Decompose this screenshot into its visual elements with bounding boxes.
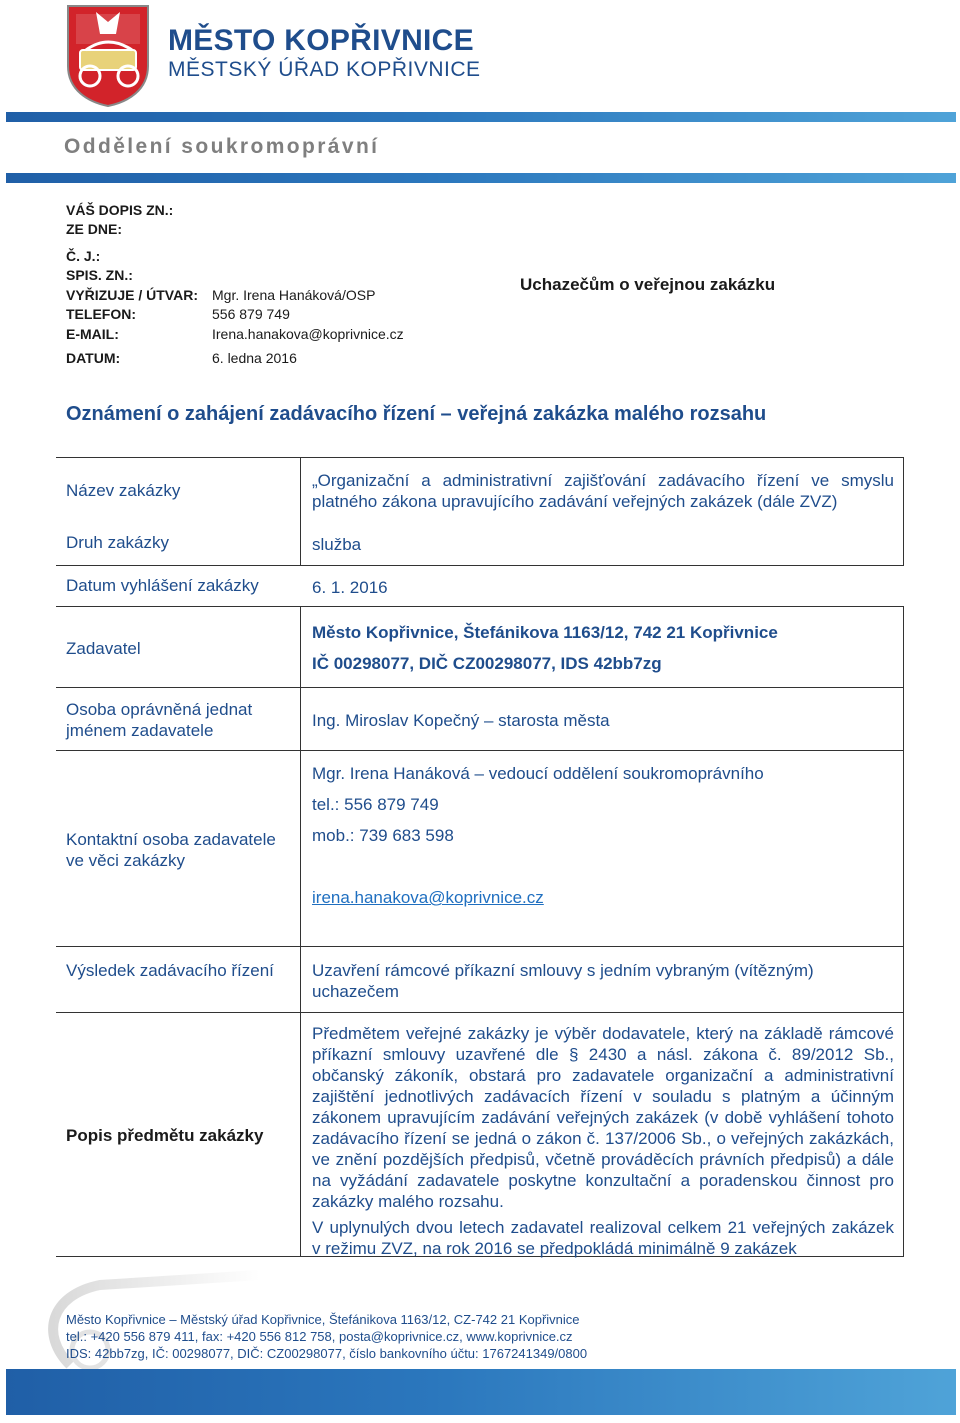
label-contract-type: Druh zakázky (66, 533, 169, 552)
meta-value-email: Irena.hanakova@koprivnice.cz (212, 326, 404, 342)
value-contracting-ids: IČ 00298077, DIČ CZ00298077, IDS 42bb7zg (312, 654, 662, 673)
table-col-divider-2 (300, 606, 301, 946)
table-row-divider-1 (56, 565, 904, 566)
table-row-divider-6 (56, 1012, 904, 1013)
table-row-divider-5 (56, 946, 904, 947)
label-subject-description: Popis předmětu zakázky (66, 1126, 264, 1145)
department-divider-bar (6, 173, 956, 183)
meta-label-dated: ZE DNE: (66, 221, 122, 237)
meta-value-date: 6. ledna 2016 (212, 350, 297, 366)
value-contract-name: „Organizační a administrativní zajišťování zadávacího řízení ve smyslu platného zákona upravujícího zadávání veřejných zakázek (dále ZVZ) (312, 471, 894, 511)
label-contract-name: Název zakázky (66, 481, 181, 500)
table-border-right-1 (903, 457, 904, 565)
value-subject-description-1: Předmětem veřejné zakázky je výběr dodavatele, který na základě rámcové příkazní smlouvy uzavřené dle § 2430 a násl. zákona č. 89/2012 Sb., občanský zákoník, obstará pro zadavatele organizační a administrativní zajištění jednotlivých zadávacích řízení v souladu s platným a účinným zákonem upravujícím zadávání veřejných zakázek (v době vyhlášení tohoto zadávacího řízení se jedná o zákon č. 137/2006 Sb., o veřejných zakázkách, ve znění pozdějších předpisů, včetně prováděcích právních předpisů) a dále na vyžádání zadavatele poskytne konzultační a poradenskou činnost pro zakázky malého rozsahu. (312, 1024, 894, 1211)
table-border-top (56, 457, 904, 458)
value-authorized-person: Ing. Miroslav Kopečný – starosta města (312, 711, 610, 730)
addressee: Uchazečům o veřejnou zakázku (520, 275, 776, 294)
office-name: MĚSTSKÝ ÚŘAD KOPŘIVNICE (168, 58, 481, 81)
meta-label-phone: TELEFON: (66, 306, 136, 322)
label-contracting-authority: Zadavatel (66, 639, 141, 658)
contact-email-link[interactable]: irena.hanakova@koprivnice.cz (312, 888, 544, 907)
city-name: MĚSTO KOPŘIVNICE (168, 24, 474, 57)
value-subject-description-2: V uplynulých dvou letech zadavatel realizoval celkem 21 veřejných zakázek v režimu ZVZ, na rok 2016 se předpokládá minimálně 9 zakázek (312, 1218, 894, 1258)
footer-address: Město Kopřivnice – Městský úřad Kopřivnice, Štefánikova 1163/12, CZ-742 21 Kopřivnice (66, 1312, 580, 1327)
notice-title: Oznámení o zahájení zadávacího řízení – veřejná zakázka malého rozsahu (66, 403, 767, 425)
table-row-divider-2 (56, 606, 904, 607)
table-row-divider-3 (56, 687, 904, 688)
table-col-divider-3 (300, 946, 301, 1256)
department-title: Oddělení soukromoprávní (64, 135, 380, 158)
value-contact-phone: tel.: 556 879 749 (312, 795, 439, 814)
value-procedure-result: Uzavření rámcové příkazní smlouvy s jedním vybraným (vítězným) uchazečem (312, 961, 814, 1001)
city-crest-icon (66, 4, 150, 108)
meta-label-your-letter: VÁŠ DOPIS ZN.: (66, 202, 174, 218)
label-contact-person: Kontaktní osoba zadavatele ve věci zakázky (66, 830, 276, 870)
label-announcement-date: Datum vyhlášení zakázky (66, 576, 259, 595)
meta-label-email: E-MAIL: (66, 326, 119, 342)
table-border-right-3 (903, 946, 904, 1256)
value-contracting-address: Město Kopřivnice, Štefánikova 1163/12, 742 21 Kopřivnice (312, 623, 778, 642)
meta-label-date: DATUM: (66, 350, 121, 366)
meta-label-file-no: SPIS. ZN.: (66, 267, 133, 283)
footer-bar (6, 1369, 956, 1415)
meta-value-handled-by: Mgr. Irena Hanáková/OSP (212, 287, 376, 303)
meta-label-handled-by: VYŘIZUJE / ÚTVAR: (66, 287, 198, 303)
label-authorized-person: Osoba oprávněná jednat jménem zadavatele (66, 700, 253, 740)
table-row-divider-4 (56, 750, 904, 751)
header-divider-bar (6, 112, 956, 122)
value-contact-name: Mgr. Irena Hanáková – vedoucí oddělení soukromoprávního (312, 764, 764, 783)
value-contact-mobile: mob.: 739 683 598 (312, 826, 454, 845)
meta-label-ref-no: Č. J.: (66, 248, 101, 264)
value-announcement-date: 6. 1. 2016 (312, 578, 388, 597)
label-procedure-result: Výsledek zadávacího řízení (66, 961, 274, 980)
value-contract-type: služba (312, 535, 362, 554)
footer-contacts: tel.: +420 556 879 411, fax: +420 556 812 758, posta@koprivnice.cz, www.koprivnice.cz (66, 1329, 573, 1344)
table-col-divider-1 (300, 457, 301, 565)
meta-value-phone: 556 879 749 (212, 306, 290, 322)
footer-ids: IDS: 42bb7zg, IČ: 00298077, DIČ: CZ00298077, číslo bankovního účtu: 1767241349/0800 (66, 1346, 588, 1361)
table-border-right-2 (903, 606, 904, 946)
